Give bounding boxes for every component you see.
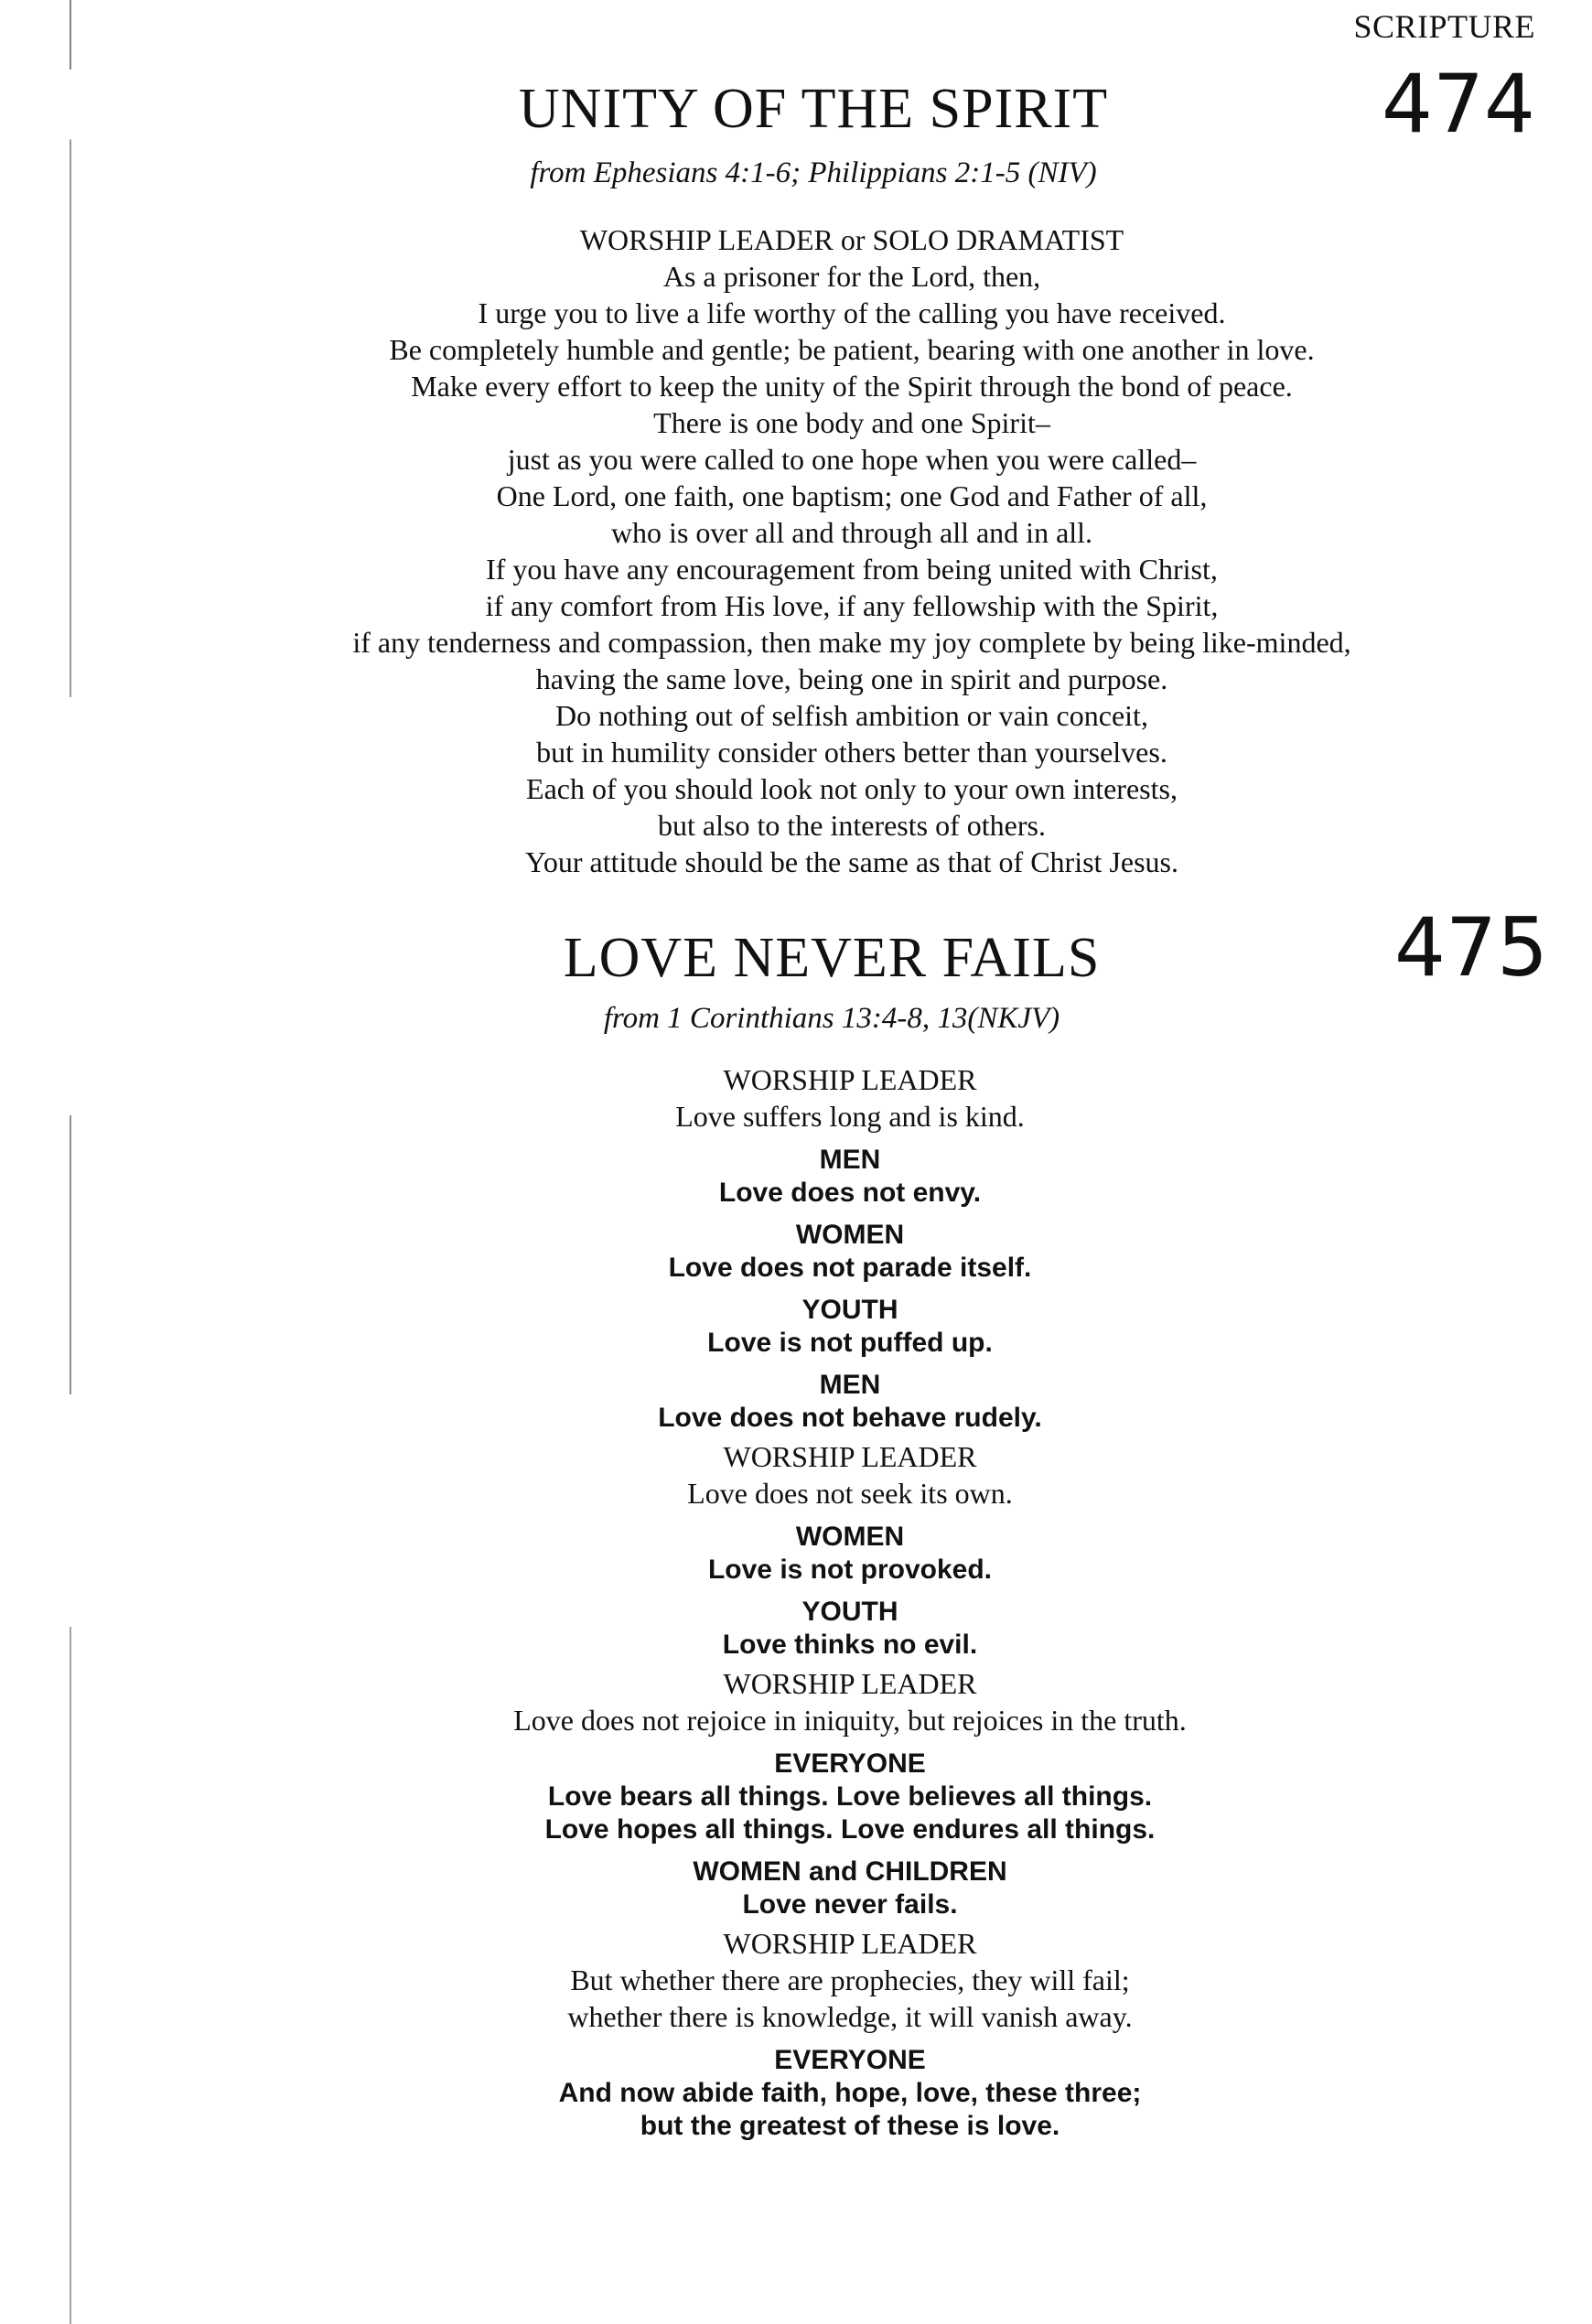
part-line: Love never fails. [742,1889,958,1920]
speaker-label: EVERYONE [774,1748,926,1779]
part-line: Love thinks no evil. [722,1630,978,1660]
speaker-label: WOMEN and CHILDREN [693,1856,1007,1887]
part-line: Love does not seek its own. [687,1477,1013,1510]
speaker-label: WORSHIP LEADER [723,1927,977,1960]
reading-line: Your attitude should be the same as that of Christ Jesus. [524,845,1178,878]
speaker-label: MEN [819,1370,881,1400]
part-line: Love bears all things. Love believes all things. [547,1781,1153,1812]
reading-number: 475 [1394,900,1548,995]
part-line: Love is not provoked. [707,1555,993,1585]
reading-line: Each of you should look not only to your own interests, [526,772,1178,805]
reading-part [108,1219,1592,1285]
part-line: But whether there are prophecies, they will fail; [570,1964,1130,1996]
part-line: Love does not rejoice in iniquity, but rejoices in the truth. [513,1704,1187,1737]
reading-line: There is one body and one Spirit– [653,406,1050,439]
reading-part [108,1521,1592,1587]
reading-line: if any comfort from His love, if any fellowship with the Spirit, [485,589,1219,622]
reading-line: but also to the interests of others. [658,809,1046,842]
part-line: whether there is knowledge, it will vanish away. [567,2000,1133,2033]
reading-title: LOVE NEVER FAILS [563,927,1101,989]
part-line: Love does not parade itself. [668,1253,1032,1283]
reading-part [108,1144,1592,1210]
part-line: Love does not behave rudely. [658,1403,1042,1433]
reading-part [108,1294,1592,1360]
reading-part [108,1061,1592,1135]
speaker-label: WOMEN [795,1522,905,1552]
speaker-label: MEN [819,1145,881,1175]
reading-part [108,1856,1592,1921]
reading-part [108,2044,1592,2143]
reading-source: from 1 Corinthians 13:4-8, 13(NKJV) [603,1002,1060,1035]
reading-line: Make every effort to keep the unity of the Spirit through the bond of peace. [411,370,1293,403]
reading-line: but in humility consider others better than yourselves. [536,736,1167,769]
reading-source: from Ephesians 4:1-6; Philippians 2:1-5 (NIV) [530,156,1097,189]
reading-part [108,1369,1592,1435]
responsive-reading [0,1061,1592,2143]
reading-part [108,1748,1592,1846]
speaker-label: YOUTH [801,1295,898,1325]
reading-line: if any tenderness and compassion, then make my joy complete by being like-minded, [352,626,1351,659]
reading-line: If you have any encouragement from being united with Christ, [486,553,1218,586]
reading-title: UNITY OF THE SPIRIT [518,78,1109,140]
part-line: Love does not envy. [718,1178,982,1208]
speaker-label: WORSHIP LEADER [723,1440,977,1473]
speaker-label: EVERYONE [774,2045,926,2075]
reading-number: 474 [1382,57,1535,151]
reading-line: Do nothing out of selfish ambition or vain conceit, [555,699,1148,732]
part-line: but the greatest of these is love. [640,2111,1060,2141]
part-line: And now abide faith, hope, love, these three; [558,2078,1142,2108]
reading-part [108,1596,1592,1662]
part-line: Love suffers long and is kind. [675,1100,1025,1133]
part-line: Love hopes all things. Love endures all things. [544,1814,1156,1845]
speaker-label: WORSHIP LEADER or SOLO DRAMATIST [579,223,1124,256]
reading-lines [112,258,1592,880]
reading-part [108,1665,1592,1738]
section-label: SCRIPTURE [1353,8,1535,45]
reading-part [108,1438,1592,1512]
reading-line: As a prisoner for the Lord, then, [662,260,1041,293]
reading-part [108,1925,1592,2035]
reading-474-body [0,221,1592,880]
reading-line: Be completely humble and gentle; be patient, bearing with one another in love. [389,333,1315,366]
part-line: Love is not puffed up. [707,1328,993,1358]
reading-line: who is over all and through all and in all. [610,516,1093,549]
reading-line: just as you were called to one hope when you were called– [507,443,1197,476]
speaker-label: WORSHIP LEADER [723,1667,977,1700]
speaker-label: WORSHIP LEADER [723,1063,977,1096]
reading-line: I urge you to live a life worthy of the calling you have received. [478,296,1226,329]
speaker-label: YOUTH [801,1597,898,1627]
reading-line: having the same love, being one in spirit and purpose. [535,662,1168,695]
speaker-label: WOMEN [795,1220,905,1250]
reading-line: One Lord, one faith, one baptism; one God and Father of all, [496,479,1208,512]
